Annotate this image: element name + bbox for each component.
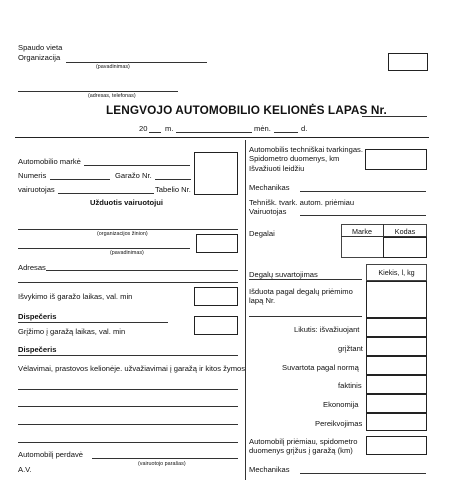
qty-economy-cell[interactable] [366,394,427,413]
organization-line[interactable] [66,62,207,63]
qty-header: Kiekis, l, kg [378,268,415,277]
dispatcher-label-1: Dispečeris [18,312,57,321]
qty-used-norm-cell[interactable] [366,356,427,375]
delays-line-4[interactable] [18,442,238,443]
dispatcher-line-1[interactable] [18,322,168,323]
economy-label: Ekonomija [323,400,359,409]
issued-line [249,316,362,317]
mechanic-line-2[interactable] [300,473,426,474]
form-code-box[interactable] [388,53,428,71]
stamp-place-label: Spaudo vieta [18,43,63,52]
car-photo-box[interactable] [194,152,238,195]
fuel-code-cell[interactable] [383,237,427,258]
dispatcher-label-2: Dispečeris [18,345,57,354]
issued-label-1: Išduota pagal degalų priėmimo [249,287,353,296]
date-d-label: d. [301,124,308,133]
tech-ok-line-2: Spidometro duomenys, km [249,154,340,163]
accepted-label-1: Automobilį priėmiau, spidometro [249,437,358,446]
handed-over-label: Automobilį perdavė [18,450,84,459]
return-time-box[interactable] [194,316,238,335]
tech-ok-line-1: Automobilis techniškai tvarkingas. [249,145,363,154]
fuel-consumption-label: Degalų suvartojimas [249,270,318,279]
date-month-label: mėn. [254,124,271,133]
used-norm-label: Suvartota pagal normą [282,363,359,372]
driver-signature-hint: (vairuotojo parašas) [138,461,186,467]
qty-actual-cell[interactable] [366,375,427,394]
fuel-consumption-line [249,279,362,280]
organization-name-hint: (pavadinimas) [96,64,130,70]
accepted-label-2: duomenys grįžus į garažą (km) [249,446,353,455]
handed-over-line[interactable] [92,458,238,459]
qty-returned-cell[interactable] [366,337,427,356]
stamp-av-label: A.V. [18,465,32,474]
column-divider [245,140,246,480]
org-code-box[interactable] [196,234,238,253]
delays-line-1[interactable] [18,389,238,390]
mechanic-line-1[interactable] [300,191,426,192]
address-line[interactable] [18,91,178,92]
org-info-hint: (organizacijos žinion) [97,231,148,237]
tech-ok-line-3: Išvažiuoti leidžiu [249,164,305,173]
qty-remains-out-cell[interactable] [366,318,427,337]
org-info-line[interactable] [18,229,238,230]
garage-no-label: Garažo Nr. [115,171,152,180]
address-phone-hint: (adresas, telefonas) [88,93,136,99]
car-make-line[interactable] [84,165,190,166]
address-field-line[interactable] [46,270,238,271]
number-line[interactable] [50,179,110,180]
task-heading: Užduotis vairuotojui [90,198,163,207]
organization-label: Organizacija [18,53,61,62]
tabel-no-label: Tabelio Nr. [155,185,191,194]
car-make-label: Automobilio markė [18,157,81,166]
issued-label-2: lapą Nr. [249,296,276,305]
dispatcher-line-2[interactable] [18,355,238,356]
returned-label: grįžtant [338,344,363,353]
address-field-label: Adresas [18,263,46,272]
delays-label: Vėlavimai, prastovos kelionėje. užvažiavimai į garažą ir kitos žymos [18,364,246,373]
driver-label-2: Vairuotojas [249,207,287,216]
header-divider [15,137,429,138]
garage-no-line[interactable] [155,179,191,180]
mechanic-label-2: Mechanikas [249,465,290,474]
address-field-line-2[interactable] [18,282,238,283]
departure-time-box[interactable] [194,287,238,306]
tech-accepted-label: Tehnišk. tvark. autom. priėmiau [249,198,355,207]
departure-time-label: Išvykimo iš garažo laikas, val. min [18,292,133,301]
overuse-label: Pereikvojimas [315,419,363,428]
mechanic-label-1: Mechanikas [249,183,290,192]
odometer-in-box[interactable] [366,436,427,455]
fuel-label: Degalai [249,229,275,238]
date-month-line[interactable] [176,132,252,133]
date-day-line[interactable] [274,132,298,133]
page-title: LENGVOJO AUTOMOBILIO KELIONĖS LAPAS Nr. [106,103,387,117]
org-name-hint: (pavadinimas) [110,250,144,256]
remains-out-label: Likutis: išvažiuojant [294,325,360,334]
date-m-label: m. [165,124,174,133]
driver-line[interactable] [58,193,154,194]
delays-line-2[interactable] [18,406,238,407]
number-label: Numeris [18,171,47,180]
date-year-label: 20 [139,124,148,133]
odometer-out-box[interactable] [365,149,427,170]
org-name-line[interactable] [18,248,190,249]
driver-line-2[interactable] [300,215,426,216]
qty-overuse-cell[interactable] [366,413,427,431]
fuel-make-header: Marke [352,227,372,236]
driver-label: vairuotojas [18,185,55,194]
date-year-line[interactable] [149,132,161,133]
delays-line-3[interactable] [18,424,238,425]
waybill-number-line[interactable] [362,116,427,117]
qty-issued-cell[interactable] [366,281,427,318]
return-time-label: Grįžimo į garažą laikas, val. min [18,327,126,336]
fuel-code-header: Kodas [394,227,416,236]
actual-label: faktinis [338,381,362,390]
